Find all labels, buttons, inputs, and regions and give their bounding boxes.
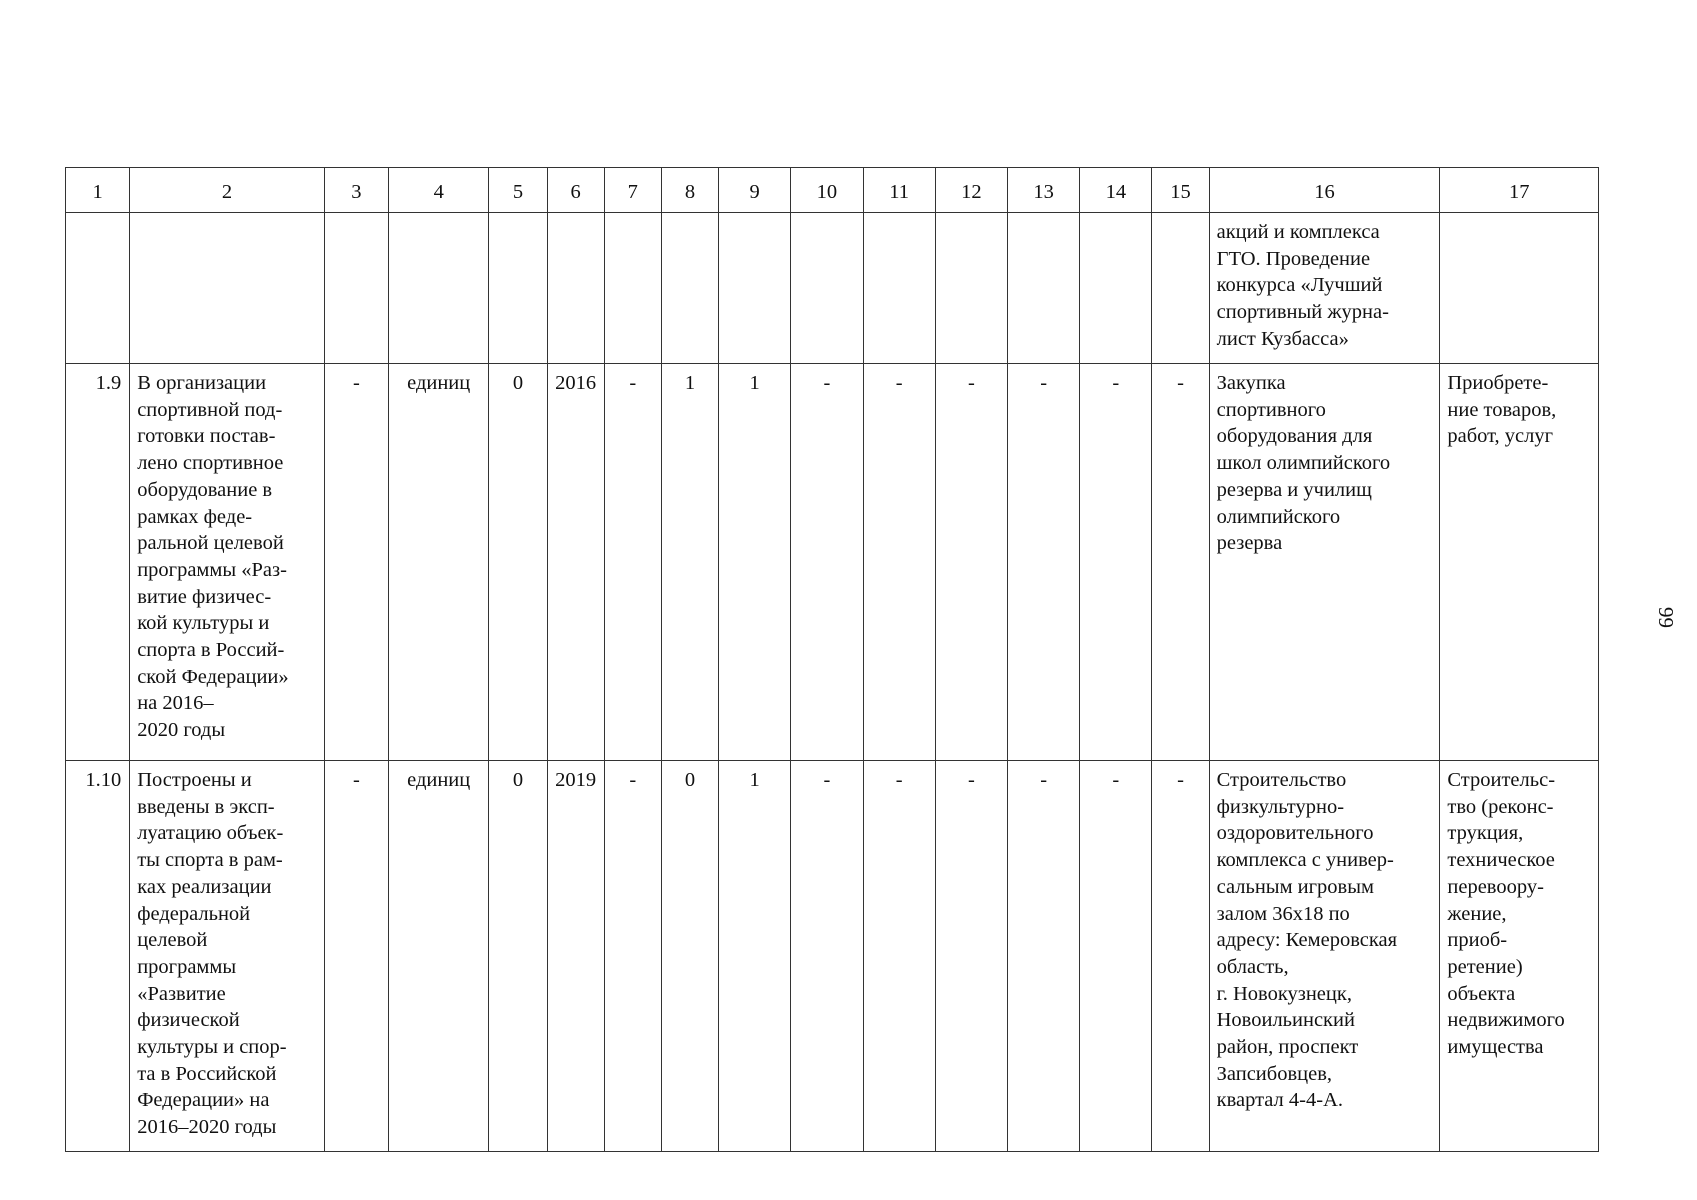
col-header: 14 [1080, 168, 1152, 213]
text-line: адресу: Кемеровская [1216, 929, 1398, 952]
col-header: 12 [935, 168, 1007, 213]
table-cell: - [324, 364, 388, 761]
text-line: имущества [1447, 1036, 1544, 1059]
text-line: школ олимпийского [1216, 452, 1391, 475]
text-line: луатацию объек- [137, 822, 284, 845]
table-cell [791, 213, 863, 364]
text-line: ГТО. Проведение [1216, 247, 1371, 270]
text-line: приоб- [1447, 929, 1508, 952]
table-cell [935, 213, 1007, 364]
text-line: спортивной под- [137, 398, 283, 421]
text-line: акций и комплекса [1216, 221, 1380, 243]
table-cell [324, 213, 388, 364]
text-line: сальным игровым [1216, 875, 1374, 898]
table-row [66, 213, 1599, 364]
table-cell: - [1152, 761, 1209, 1152]
col-header: 4 [389, 168, 489, 213]
col-header: 3 [324, 168, 388, 213]
table-cell [604, 213, 661, 364]
text-line: область, [1216, 955, 1289, 978]
text-line: Построены и [137, 769, 252, 791]
col-header: 13 [1007, 168, 1079, 213]
table-cell [66, 213, 130, 364]
table-cell [1440, 213, 1599, 364]
table-cell: 1 [661, 364, 718, 761]
table-cell-col17 [1440, 761, 1599, 1152]
text-line: готовки постав- [137, 425, 276, 448]
text-line: кой культуры и [137, 612, 270, 635]
col-header: 6 [547, 168, 604, 213]
text-line: Приобрете- [1447, 372, 1549, 394]
table-cell: 0 [489, 761, 547, 1152]
text-line: ние товаров, [1447, 398, 1557, 421]
col-header: 17 [1440, 168, 1599, 213]
text-line: работ, услуг [1447, 425, 1554, 448]
text-line: культуры и спор- [137, 1036, 287, 1059]
text-line: залом 36х18 по [1216, 902, 1350, 925]
data-table [65, 167, 1599, 1152]
text-line: квартал 4-4-А. [1216, 1089, 1343, 1112]
text-line: Новоильинский [1216, 1009, 1355, 1032]
table-cell [1007, 213, 1079, 364]
table-cell-col2 [130, 761, 325, 1152]
table-cell: 2016 [547, 364, 604, 761]
text-line: физической [137, 1009, 240, 1032]
table-cell: - [1080, 761, 1152, 1152]
table-cell: - [1152, 364, 1209, 761]
text-line: комплекса с универ- [1216, 849, 1394, 872]
text-line: лист Кузбасса» [1216, 327, 1349, 350]
table-cell [547, 213, 604, 364]
table-cell: единиц [389, 364, 489, 761]
text-line: резерва [1216, 532, 1283, 555]
text-line: В организации [137, 372, 267, 394]
table-cell: - [604, 761, 661, 1152]
text-line: Строительс- [1447, 769, 1556, 791]
table-row [66, 364, 1599, 761]
text-line: спорта в Россий- [137, 639, 285, 662]
table-cell-col2 [130, 364, 325, 761]
text-line: оборудования для [1216, 425, 1373, 448]
text-line: спортивный журна- [1216, 301, 1389, 324]
table-cell [719, 213, 791, 364]
table-cell [1152, 213, 1209, 364]
text-line: Закупка [1216, 372, 1286, 394]
text-line: техническое [1447, 849, 1555, 872]
text-line: физкультурно- [1216, 795, 1345, 818]
table-cell-col16 [1209, 213, 1440, 364]
text-line: ретение) [1447, 955, 1523, 978]
text-line: та в Российской [137, 1062, 277, 1085]
header-row [66, 168, 1599, 213]
table-cell: - [791, 364, 863, 761]
table-cell: единиц [389, 761, 489, 1152]
table-row [66, 761, 1599, 1152]
text-line: федеральной [137, 902, 251, 925]
col-header: 8 [661, 168, 718, 213]
text-line: ральной целевой [137, 532, 284, 555]
text-line: программы «Раз- [137, 558, 287, 581]
table-cell: 2019 [547, 761, 604, 1152]
table-cell [863, 213, 935, 364]
text-line: район, проспект [1216, 1036, 1359, 1059]
table-cell: 0 [489, 364, 547, 761]
text-line: 2020 годы [137, 719, 226, 742]
text-line: тво (реконс- [1447, 795, 1554, 818]
text-line: г. Новокузнецк, [1216, 982, 1352, 1005]
table-cell-col17 [1440, 364, 1599, 761]
col-header: 9 [719, 168, 791, 213]
table-cell [389, 213, 489, 364]
text-line: трукция, [1447, 822, 1524, 845]
col-header: 10 [791, 168, 863, 213]
table-cell: - [604, 364, 661, 761]
table-cell: 1 [719, 364, 791, 761]
text-line: резерва и училищ [1216, 478, 1372, 501]
table-cell: - [791, 761, 863, 1152]
text-line: конкурса «Лучший [1216, 274, 1383, 297]
text-line: спортивного [1216, 398, 1326, 421]
text-line: на 2016– [137, 692, 214, 715]
table-cell: 1 [719, 761, 791, 1152]
text-line: «Развитие [137, 982, 226, 1005]
text-line: витие физичес- [137, 585, 272, 608]
table-cell [130, 213, 325, 364]
text-line: программы [137, 955, 237, 978]
text-line: Строительство [1216, 769, 1347, 791]
col-header: 7 [604, 168, 661, 213]
table-cell: - [1080, 364, 1152, 761]
text-line: ты спорта в рам- [137, 849, 283, 872]
table-cell: - [324, 761, 388, 1152]
text-line: оборудование в [137, 478, 273, 501]
text-line: ках реализации [137, 875, 272, 898]
col-header: 11 [863, 168, 935, 213]
table-cell: - [935, 761, 1007, 1152]
text-line: недвижимого [1447, 1009, 1565, 1032]
text-line: жение, [1447, 902, 1507, 925]
table-cell: - [1007, 761, 1079, 1152]
page-number: 99 [1654, 607, 1678, 628]
text-line: Федерации» на [137, 1089, 270, 1112]
table-cell [661, 213, 718, 364]
table-cell: 0 [661, 761, 718, 1152]
table-cell [489, 213, 547, 364]
col-header: 15 [1152, 168, 1209, 213]
text-line: перевоору- [1447, 875, 1544, 898]
text-line: 2016–2020 годы [137, 1116, 277, 1139]
text-line: введены в эксп- [137, 795, 275, 818]
text-line: ской Федерации» [137, 665, 289, 688]
table-cell-col16 [1209, 761, 1440, 1152]
text-line: Запсибовцев, [1216, 1062, 1332, 1085]
text-line: рамках феде- [137, 505, 253, 528]
table-cell: - [935, 364, 1007, 761]
col-header: 5 [489, 168, 547, 213]
row-number: 1.10 [66, 761, 130, 1152]
table-cell: - [863, 761, 935, 1152]
col-header: 2 [130, 168, 325, 213]
row-number: 1.9 [66, 364, 130, 761]
table-cell-col16 [1209, 364, 1440, 761]
text-line: олимпийского [1216, 505, 1341, 528]
text-line: оздоровительного [1216, 822, 1374, 845]
col-header: 16 [1209, 168, 1440, 213]
text-line: лено спортивное [137, 452, 284, 475]
table-cell: - [863, 364, 935, 761]
text-line: объекта [1447, 982, 1516, 1005]
table-cell [1080, 213, 1152, 364]
text-line: целевой [137, 929, 208, 952]
col-header: 1 [66, 168, 130, 213]
table-cell: - [1007, 364, 1079, 761]
